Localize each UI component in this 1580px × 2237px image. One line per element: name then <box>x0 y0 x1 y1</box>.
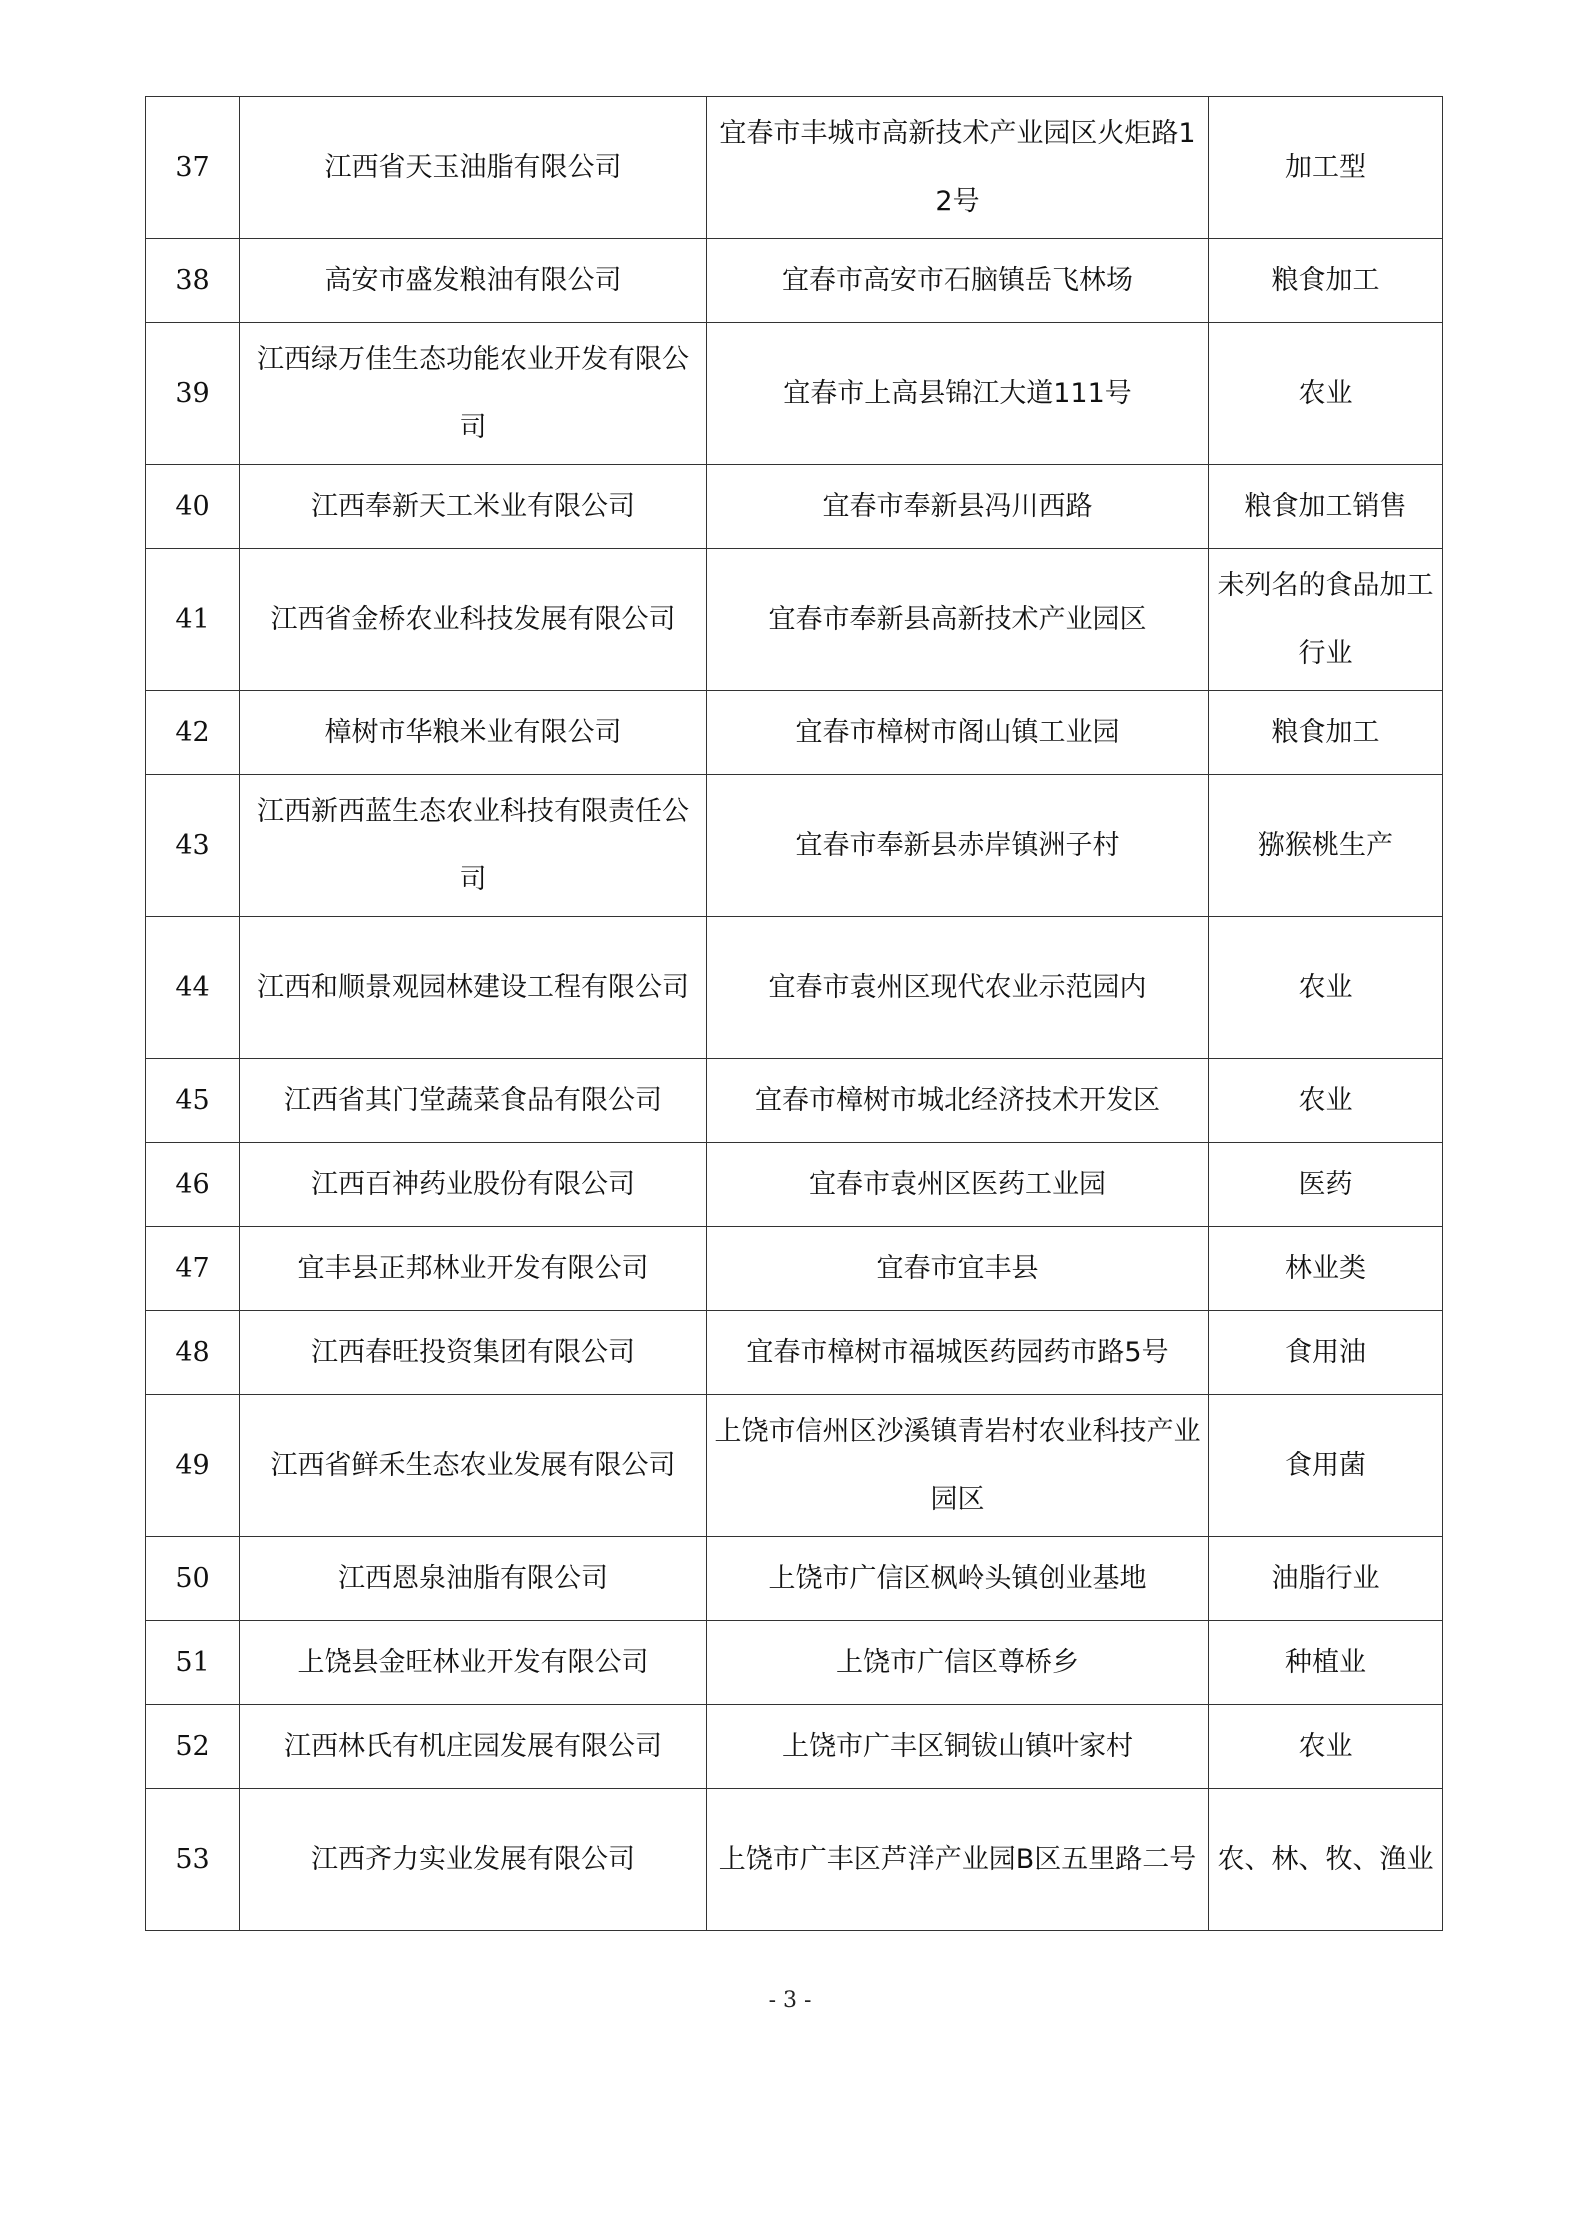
table-row <box>146 97 1443 239</box>
company-name: 江西百神药业股份有限公司 <box>240 1143 707 1227</box>
row-number: 37 <box>146 97 240 239</box>
enterprise-table-body <box>146 97 1443 1931</box>
industry-type: 林业类 <box>1209 1227 1443 1311</box>
company-name: 高安市盛发粮油有限公司 <box>240 239 707 323</box>
industry-type: 未列名的食品加工行业 <box>1209 549 1443 691</box>
table-row <box>146 465 1443 549</box>
industry-type: 加工型 <box>1209 97 1443 239</box>
row-number: 40 <box>146 465 240 549</box>
company-name: 江西省鲜禾生态农业发展有限公司 <box>240 1395 707 1537</box>
row-number: 49 <box>146 1395 240 1537</box>
industry-type: 油脂行业 <box>1209 1537 1443 1621</box>
industry-type: 食用油 <box>1209 1311 1443 1395</box>
company-address: 上饶市信州区沙溪镇青岩村农业科技产业园区 <box>707 1395 1209 1537</box>
table-row <box>146 1059 1443 1143</box>
company-name: 江西省天玉油脂有限公司 <box>240 97 707 239</box>
table-row <box>146 1311 1443 1395</box>
page-number: - 3 - <box>768 1988 812 2013</box>
row-number: 45 <box>146 1059 240 1143</box>
company-name: 宜丰县正邦林业开发有限公司 <box>240 1227 707 1311</box>
company-name: 江西春旺投资集团有限公司 <box>240 1311 707 1395</box>
table-row <box>146 239 1443 323</box>
table-row <box>146 917 1443 1059</box>
industry-type: 食用菌 <box>1209 1395 1443 1537</box>
company-address: 宜春市奉新县冯川西路 <box>707 465 1209 549</box>
company-name: 江西恩泉油脂有限公司 <box>240 1537 707 1621</box>
table-row <box>146 1621 1443 1705</box>
row-number: 38 <box>146 239 240 323</box>
company-address: 上饶市广丰区铜钹山镇叶家村 <box>707 1705 1209 1789</box>
company-name: 江西齐力实业发展有限公司 <box>240 1789 707 1931</box>
table-row <box>146 1705 1443 1789</box>
row-number: 39 <box>146 323 240 465</box>
row-number: 44 <box>146 917 240 1059</box>
industry-type: 农业 <box>1209 1059 1443 1143</box>
table-row <box>146 1789 1443 1931</box>
industry-type: 农业 <box>1209 917 1443 1059</box>
industry-type: 医药 <box>1209 1143 1443 1227</box>
company-address: 上饶市广信区尊桥乡 <box>707 1621 1209 1705</box>
row-number: 50 <box>146 1537 240 1621</box>
company-address: 宜春市樟树市阁山镇工业园 <box>707 691 1209 775</box>
company-name: 江西新西蓝生态农业科技有限责任公司 <box>240 775 707 917</box>
industry-type: 农、林、牧、渔业 <box>1209 1789 1443 1931</box>
enterprise-table <box>145 96 1443 1931</box>
industry-type: 粮食加工销售 <box>1209 465 1443 549</box>
table-row <box>146 1395 1443 1537</box>
industry-type: 粮食加工 <box>1209 239 1443 323</box>
company-name: 江西奉新天工米业有限公司 <box>240 465 707 549</box>
row-number: 53 <box>146 1789 240 1931</box>
company-name: 江西省其门堂蔬菜食品有限公司 <box>240 1059 707 1143</box>
company-name: 江西林氏有机庄园发展有限公司 <box>240 1705 707 1789</box>
company-name: 上饶县金旺林业开发有限公司 <box>240 1621 707 1705</box>
row-number: 51 <box>146 1621 240 1705</box>
company-address: 宜春市宜丰县 <box>707 1227 1209 1311</box>
industry-type: 种植业 <box>1209 1621 1443 1705</box>
table-row <box>146 691 1443 775</box>
company-address: 宜春市奉新县赤岸镇洲子村 <box>707 775 1209 917</box>
company-name: 江西和顺景观园林建设工程有限公司 <box>240 917 707 1059</box>
row-number: 43 <box>146 775 240 917</box>
row-number: 48 <box>146 1311 240 1395</box>
table-row <box>146 1537 1443 1621</box>
industry-type: 粮食加工 <box>1209 691 1443 775</box>
industry-type: 农业 <box>1209 1705 1443 1789</box>
table-row <box>146 1227 1443 1311</box>
company-address: 宜春市袁州区医药工业园 <box>707 1143 1209 1227</box>
row-number: 52 <box>146 1705 240 1789</box>
company-address: 宜春市丰城市高新技术产业园区火炬路12号 <box>707 97 1209 239</box>
row-number: 42 <box>146 691 240 775</box>
table-row <box>146 775 1443 917</box>
table-row <box>146 323 1443 465</box>
company-name: 江西省金桥农业科技发展有限公司 <box>240 549 707 691</box>
company-address: 宜春市上高县锦江大道111号 <box>707 323 1209 465</box>
table-row <box>146 549 1443 691</box>
row-number: 46 <box>146 1143 240 1227</box>
company-name: 樟树市华粮米业有限公司 <box>240 691 707 775</box>
company-name: 江西绿万佳生态功能农业开发有限公司 <box>240 323 707 465</box>
table-row <box>146 1143 1443 1227</box>
row-number: 41 <box>146 549 240 691</box>
company-address: 宜春市袁州区现代农业示范园内 <box>707 917 1209 1059</box>
industry-type: 猕猴桃生产 <box>1209 775 1443 917</box>
company-address: 上饶市广丰区芦洋产业园B区五里路二号 <box>707 1789 1209 1931</box>
company-address: 宜春市樟树市城北经济技术开发区 <box>707 1059 1209 1143</box>
company-address: 宜春市奉新县高新技术产业园区 <box>707 549 1209 691</box>
company-address: 宜春市樟树市福城医药园药市路5号 <box>707 1311 1209 1395</box>
company-address: 上饶市广信区枫岭头镇创业基地 <box>707 1537 1209 1621</box>
company-address: 宜春市高安市石脑镇岳飞林场 <box>707 239 1209 323</box>
industry-type: 农业 <box>1209 323 1443 465</box>
row-number: 47 <box>146 1227 240 1311</box>
